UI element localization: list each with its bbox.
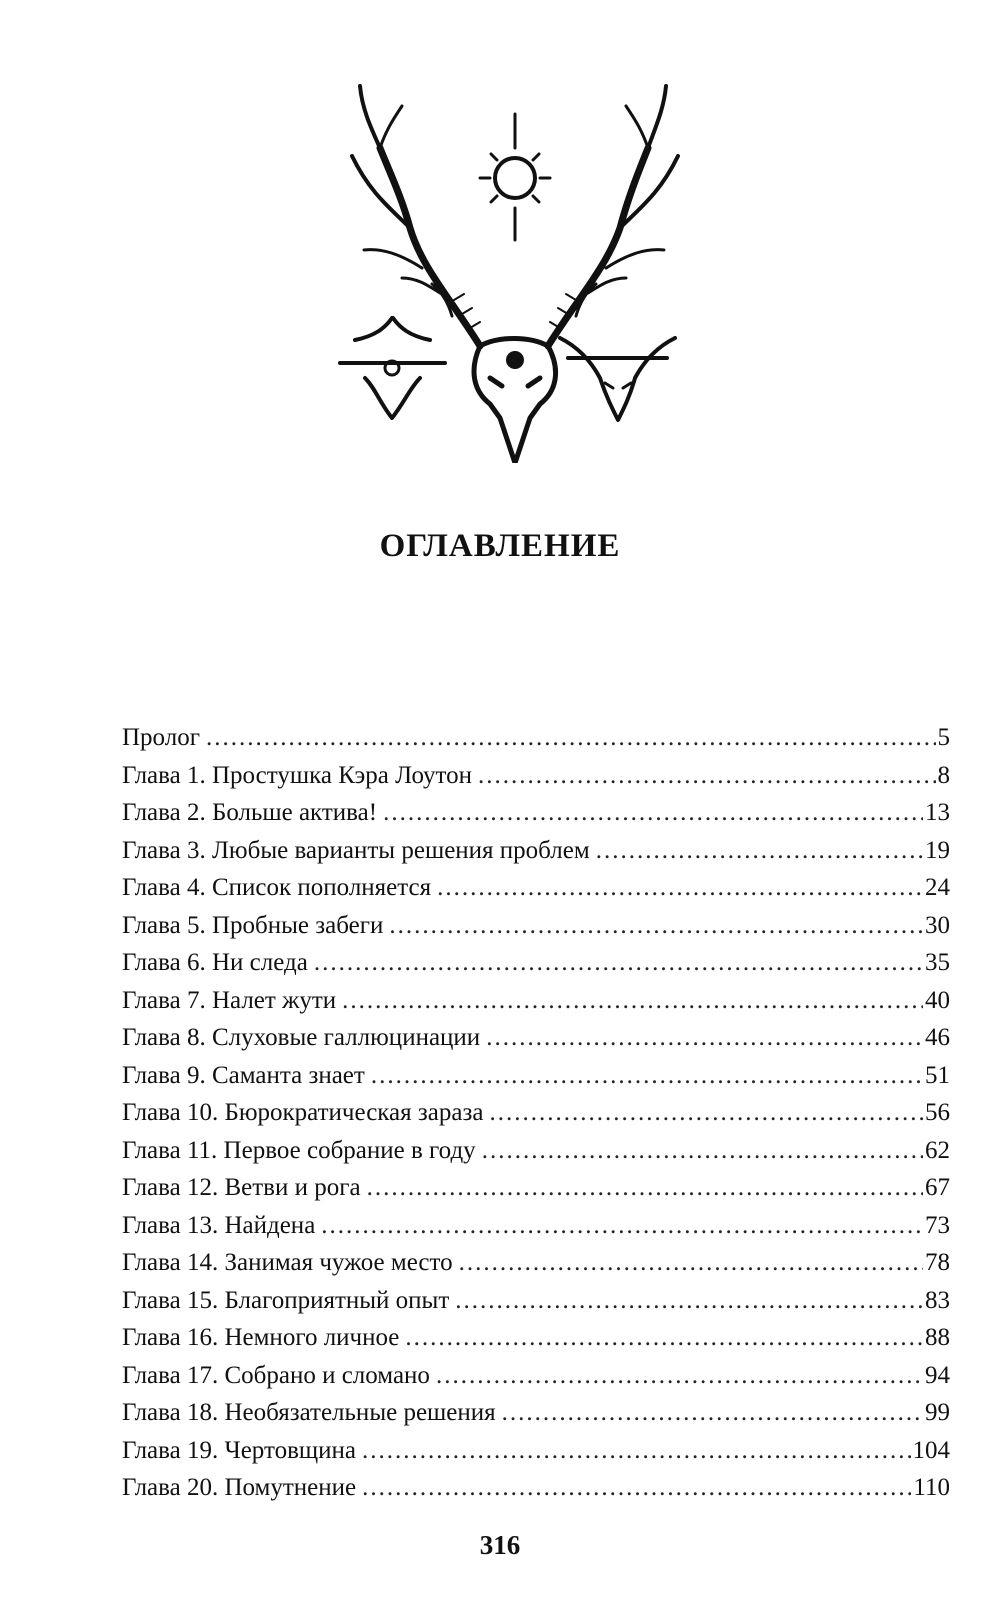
toc-entry[interactable] xyxy=(122,907,950,945)
toc-entry[interactable] xyxy=(122,944,950,982)
toc-leader-dots xyxy=(371,1057,923,1095)
toc-leader-dots xyxy=(362,1432,911,1470)
toc-entry-page: 46 xyxy=(925,1024,950,1051)
toc-leader-dots xyxy=(383,794,923,832)
toc-leader-dots xyxy=(321,1207,923,1245)
toc-entry-page: 110 xyxy=(913,1474,950,1501)
toc-leader-dots xyxy=(405,1319,923,1357)
toc-entry-title: Глава 14. Занимая чужое место xyxy=(122,1249,453,1276)
toc-entry-title: Глава 19. Чертовщина xyxy=(122,1436,356,1464)
toc-entry-title: Глава 3. Любые варианты решения проблем xyxy=(122,836,590,864)
toc-entry[interactable] xyxy=(122,982,950,1020)
toc-entry[interactable] xyxy=(122,757,950,795)
toc-entry[interactable] xyxy=(122,1132,950,1170)
toc-entry[interactable] xyxy=(122,1282,950,1320)
toc-entry-page: 83 xyxy=(925,1286,950,1314)
toc-leader-dots xyxy=(437,869,923,907)
toc-leader-dots xyxy=(596,832,923,870)
toc-entry-page: 19 xyxy=(925,836,950,864)
toc-entry-title: Глава 2. Больше актива! xyxy=(122,799,378,826)
toc-entry-title: Глава 17. Собрано и сломано xyxy=(122,1361,430,1389)
toc-entry-page: 94 xyxy=(925,1361,950,1389)
toc-entry[interactable] xyxy=(122,1094,950,1132)
toc-entry-page: 104 xyxy=(912,1436,950,1464)
toc-entry-page: 88 xyxy=(925,1324,950,1351)
toc-leader-dots xyxy=(455,1282,923,1320)
toc-entry[interactable] xyxy=(122,719,950,757)
toc-entry-title: Глава 12. Ветви и рога xyxy=(122,1174,361,1201)
toc-entry-page: 8 xyxy=(937,761,950,789)
toc-entry-page: 24 xyxy=(925,874,950,901)
toc-entry[interactable] xyxy=(122,832,950,870)
table-of-contents xyxy=(122,719,950,1507)
toc-leader-dots xyxy=(436,1357,923,1395)
toc-entry-page: 99 xyxy=(925,1399,950,1426)
toc-entry[interactable] xyxy=(122,1432,950,1470)
toc-entry-title: Глава 6. Ни следа xyxy=(122,949,308,976)
toc-entry[interactable] xyxy=(122,794,950,832)
toc-leader-dots xyxy=(389,907,923,945)
page-number: 316 xyxy=(479,1530,521,1560)
toc-leader-dots xyxy=(342,982,923,1020)
toc-entry[interactable] xyxy=(122,869,950,907)
toc-entry-page: 30 xyxy=(925,911,950,939)
toc-entry[interactable] xyxy=(122,1169,950,1207)
toc-entry[interactable] xyxy=(122,1319,950,1357)
toc-entry-title: Глава 5. Пробные забеги xyxy=(122,911,384,939)
toc-entry[interactable] xyxy=(122,1469,950,1507)
antler-skull-emblem xyxy=(330,78,700,463)
toc-entry-title: Глава 8. Слуховые галлюцинации xyxy=(122,1024,481,1051)
page-title: ОГЛАВЛЕНИЕ xyxy=(379,528,621,564)
toc-entry-page: 51 xyxy=(925,1061,950,1089)
toc-entry[interactable] xyxy=(122,1244,950,1282)
toc-entry-title: Глава 4. Список пополняется xyxy=(122,874,432,901)
toc-entry-page: 56 xyxy=(925,1099,950,1126)
toc-entry-title: Глава 9. Саманта знает xyxy=(122,1061,365,1089)
toc-leader-dots xyxy=(314,944,923,982)
toc-entry-page: 62 xyxy=(925,1136,950,1164)
toc-leader-dots xyxy=(367,1169,923,1207)
toc-leader-dots xyxy=(482,1132,923,1170)
toc-entry-title: Глава 18. Необязательные решения xyxy=(122,1399,496,1426)
toc-entry-title: Глава 20. Помутнение xyxy=(122,1474,357,1501)
toc-entry-title: Глава 15. Благоприятный опыт xyxy=(122,1286,450,1314)
toc-entry-title: Глава 7. Налет жути xyxy=(122,986,337,1014)
toc-entry-page: 13 xyxy=(925,799,950,826)
toc-leader-dots xyxy=(478,757,936,795)
toc-entry-page: 35 xyxy=(925,949,950,976)
toc-entry-title: Глава 13. Найдена xyxy=(122,1211,316,1239)
toc-leader-dots xyxy=(486,1019,923,1057)
toc-entry-page: 5 xyxy=(937,724,950,751)
toc-entry[interactable] xyxy=(122,1057,950,1095)
toc-entry-title: Глава 1. Простушка Кэра Лоутон xyxy=(122,761,472,789)
toc-leader-dots xyxy=(502,1394,923,1432)
toc-entry[interactable] xyxy=(122,1019,950,1057)
toc-entry-page: 73 xyxy=(925,1211,950,1239)
toc-entry-page: 67 xyxy=(925,1174,950,1201)
toc-leader-dots xyxy=(489,1094,923,1132)
toc-entry[interactable] xyxy=(122,1394,950,1432)
toc-entry-title: Пролог xyxy=(122,724,200,751)
toc-leader-dots xyxy=(362,1469,911,1507)
toc-leader-dots xyxy=(206,719,936,757)
toc-entry-page: 40 xyxy=(925,986,950,1014)
toc-entry-page: 78 xyxy=(925,1249,950,1276)
toc-entry[interactable] xyxy=(122,1207,950,1245)
toc-entry-title: Глава 16. Немного личное xyxy=(122,1324,400,1351)
toc-entry[interactable] xyxy=(122,1357,950,1395)
toc-entry-title: Глава 11. Первое собрание в году xyxy=(122,1136,476,1164)
toc-entry-title: Глава 10. Бюрократическая зараза xyxy=(122,1099,484,1126)
toc-leader-dots xyxy=(459,1244,923,1282)
